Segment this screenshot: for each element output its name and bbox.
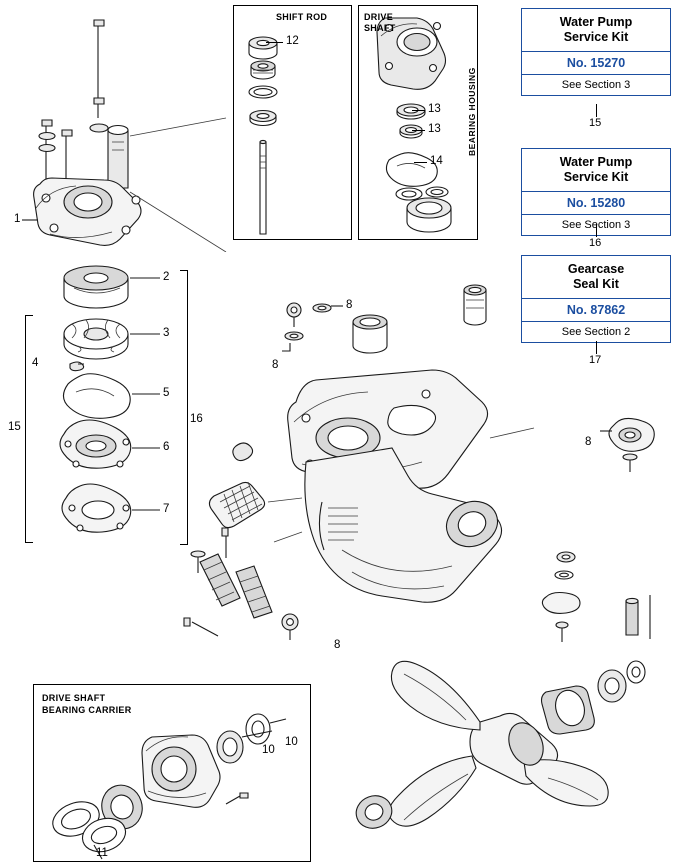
propeller-assembly [330,636,670,862]
callout-8a: 8 [346,299,353,311]
kit-15280-number: No. 15280 [522,192,670,215]
kit-87862-number: No. 87862 [522,299,670,322]
leader-12 [266,42,283,43]
kit-15270-title-line2: Service Kit [563,30,629,44]
small-parts-cluster-left [178,432,308,662]
callout-16-right: 16 [190,413,203,425]
kit-87862-leader [596,341,597,354]
leader-13a [412,110,425,111]
kit-15280-section: See Section 3 [561,219,631,231]
panel-bearing-carrier-label-1: DRIVE SHAFT [42,693,106,703]
callout-15-left: 15 [8,421,21,433]
callout-1: 1 [14,213,21,225]
kit-15270-title [522,9,670,52]
callout-12: 12 [286,35,299,47]
gearcase-main-body [276,352,562,672]
callout-7: 7 [163,503,170,515]
kit-15280-title-line2: Service Kit [563,170,629,184]
kit-15270-title-line1: Water Pump [559,15,633,29]
callout-3: 3 [163,327,170,339]
bracket-15 [25,315,33,543]
water-pump-upper-assembly [10,2,230,252]
kit-15280-leader [596,224,597,237]
callout-4: 4 [32,357,39,369]
panel-drive-shaft [358,5,478,240]
anode-bracket-part-9 [600,405,660,475]
kit-15280-title-line1: Water Pump [559,155,633,169]
callout-13b: 13 [428,123,441,135]
callout-8b: 8 [272,359,279,371]
seal-sleeve-part [455,278,499,338]
leader-14 [414,162,427,163]
kit-water-pump-15280[interactable] [521,148,671,236]
callout-6: 6 [163,441,170,453]
panel-bearing-carrier-label-2: BEARING CARRIER [42,705,132,715]
kit-water-pump-15270[interactable] [521,8,671,96]
callout-5: 5 [163,387,170,399]
callout-10b: 10 [262,744,275,756]
panel-bearing-housing-label: BEARING HOUSING [467,67,477,156]
callout-8c: 8 [334,639,341,651]
callout-2: 2 [163,271,170,283]
leader-13b [412,130,425,131]
callout-13a: 13 [428,103,441,115]
callout-9: 8 [585,436,592,448]
kit-15270-callout: 15 [589,117,602,129]
kit-87862-title [522,256,670,299]
kit-15270-leader [596,104,597,117]
callout-14: 14 [430,155,443,167]
panel-shift-rod-label: SHIFT ROD [276,12,328,22]
panel-drive-shaft-label-1: DRIVE [364,12,394,22]
kit-15270-number: No. 15270 [522,52,670,75]
kit-87862-title-line2: Seal Kit [573,277,619,291]
kit-15280-title [522,149,670,192]
kit-15270-section: See Section 3 [561,79,631,91]
callout-10a: 10 [285,736,298,748]
kit-gearcase-seal-87862[interactable] [521,255,671,343]
panel-drive-shaft-label-2: SHAFT [364,23,396,33]
panel-bearing-carrier [33,684,311,862]
kit-87862-callout: 17 [589,354,602,366]
kit-15280-callout: 16 [589,237,602,249]
kit-87862-section: See Section 2 [561,326,631,338]
callout-11: 11 [96,847,108,859]
kit-87862-title-line1: Gearcase [567,262,625,276]
